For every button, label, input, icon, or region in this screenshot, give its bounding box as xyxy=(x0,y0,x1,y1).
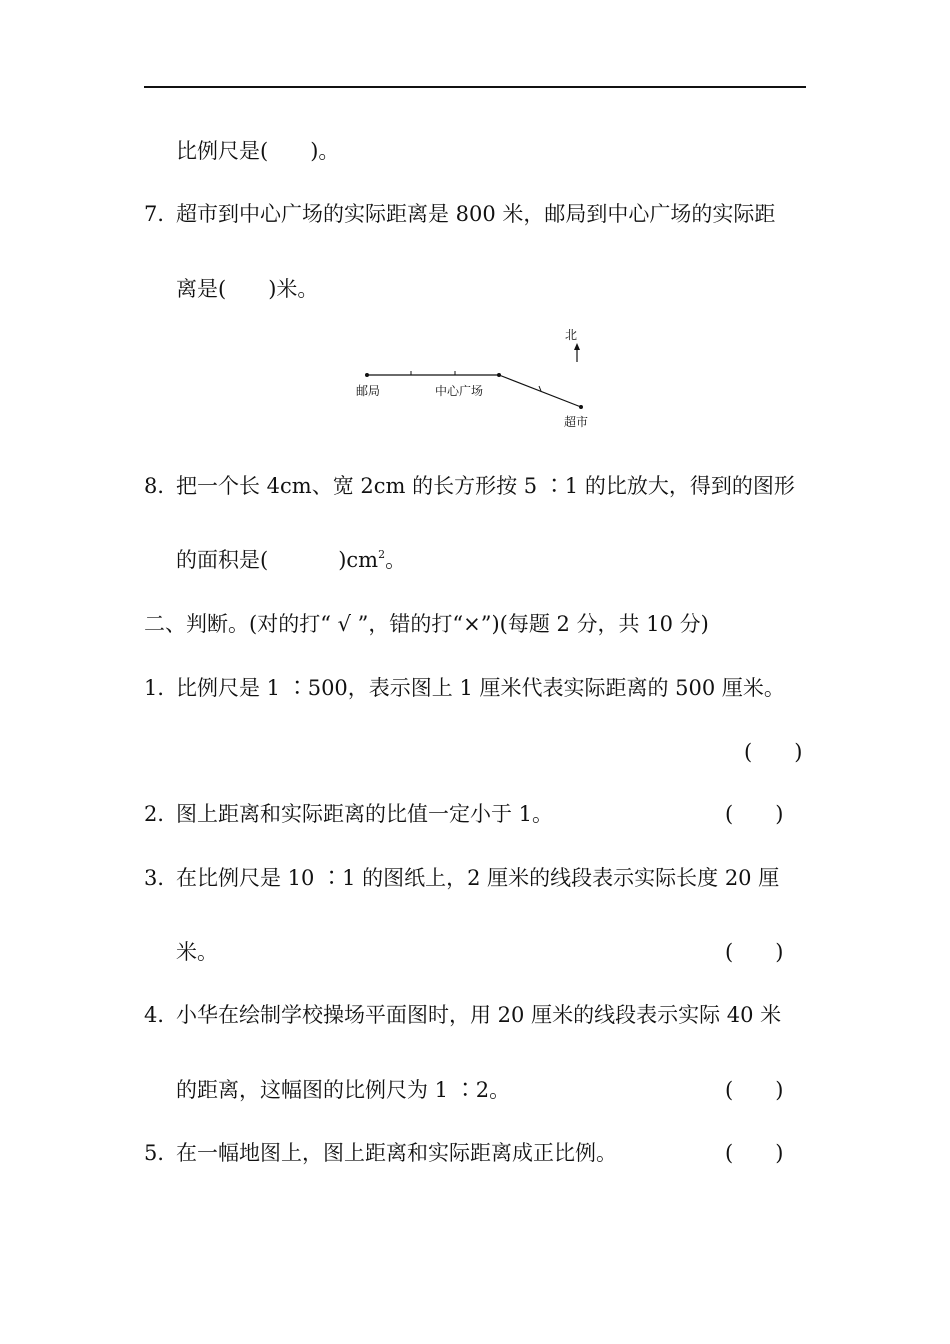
q7-line2 xyxy=(176,275,318,303)
map-diagram xyxy=(340,318,620,438)
supermarket-label: 超市 xyxy=(564,415,589,429)
judgment-3-line2: 米。 xyxy=(176,940,218,964)
judgment-1-answer-box[interactable]: ( ) xyxy=(744,740,803,764)
q8-line2 xyxy=(176,546,406,574)
q6-tail-text: 比例尺是( xyxy=(176,139,269,163)
judgment-2-answer-box[interactable]: ( ) xyxy=(725,802,784,826)
judgment-1 xyxy=(144,674,785,702)
q8-line1 xyxy=(144,472,795,500)
judgment-4 xyxy=(144,1001,781,1029)
center-square-label: 中心广场 xyxy=(435,384,484,398)
q7-text: 超市到中心广场的实际距离是 800 米，邮局到中心广场的实际距 xyxy=(176,202,776,226)
judgment-5-text: 在一幅地图上，图上距离和实际距离成正比例。 xyxy=(176,1141,617,1165)
header-rule xyxy=(144,86,806,88)
judgment-5-answer-box[interactable]: ( ) xyxy=(725,1141,784,1165)
judgment-1-text: 比例尺是 1 ∶500，表示图上 1 厘米代表实际距离的 500 厘米。 xyxy=(176,676,785,700)
judgment-4-number: 4． xyxy=(144,1003,179,1027)
q8-number: 8． xyxy=(144,474,179,498)
post-office-label: 邮局 xyxy=(356,384,381,398)
north-arrow-head xyxy=(574,343,580,350)
judgment-2 xyxy=(144,800,553,828)
map-svg xyxy=(340,318,620,438)
supermarket-point xyxy=(579,405,583,409)
q8-line2-post: 。 xyxy=(385,548,407,572)
q8-line2-pre: 的面积是( xyxy=(176,548,269,572)
center-square-point xyxy=(497,373,501,377)
judgment-4-text: 小华在绘制学校操场平面图时，用 20 厘米的线段表示实际 40 米 xyxy=(176,1003,782,1027)
section-2-heading: 二、判断。(对的打“ √ ”，错的打“×”)(每题 2 分，共 10 分) xyxy=(144,612,709,636)
judgment-3-answer-box[interactable]: ( ) xyxy=(725,940,784,964)
q6-tail-close: )。 xyxy=(310,139,340,163)
judgment-4-answer-box[interactable]: ( ) xyxy=(725,1078,784,1102)
q6-tail xyxy=(176,137,339,165)
north-label: 北 xyxy=(564,328,578,342)
q8-line2-unit: )cm xyxy=(338,548,379,572)
judgment-4-line2: 的距离，这幅图的比例尺为 1 ∶2。 xyxy=(176,1078,511,1102)
q8-text: 把一个长 4cm、宽 2cm 的长方形按 5 ∶1 的比放大，得到的图形 xyxy=(176,474,795,498)
judgment-1-number: 1． xyxy=(144,676,179,700)
q7-line2-pre: 离是( xyxy=(176,277,227,301)
judgment-3-number: 3． xyxy=(144,866,179,890)
judgment-2-number: 2． xyxy=(144,802,179,826)
post-office-point xyxy=(365,373,369,377)
judgment-5-number: 5． xyxy=(144,1141,179,1165)
judgment-3-text: 在比例尺是 10 ∶1 的图纸上，2 厘米的线段表示实际长度 20 厘 xyxy=(176,866,780,890)
q7-line1 xyxy=(144,200,775,228)
q7-line2-post: )米。 xyxy=(268,277,319,301)
q8-superscript: 2 xyxy=(378,548,386,561)
judgment-3 xyxy=(144,864,779,892)
judgment-2-text: 图上距离和实际距离的比值一定小于 1。 xyxy=(176,802,554,826)
center-to-supermarket-line xyxy=(499,375,581,407)
q7-number: 7． xyxy=(144,202,179,226)
judgment-5 xyxy=(144,1139,617,1167)
